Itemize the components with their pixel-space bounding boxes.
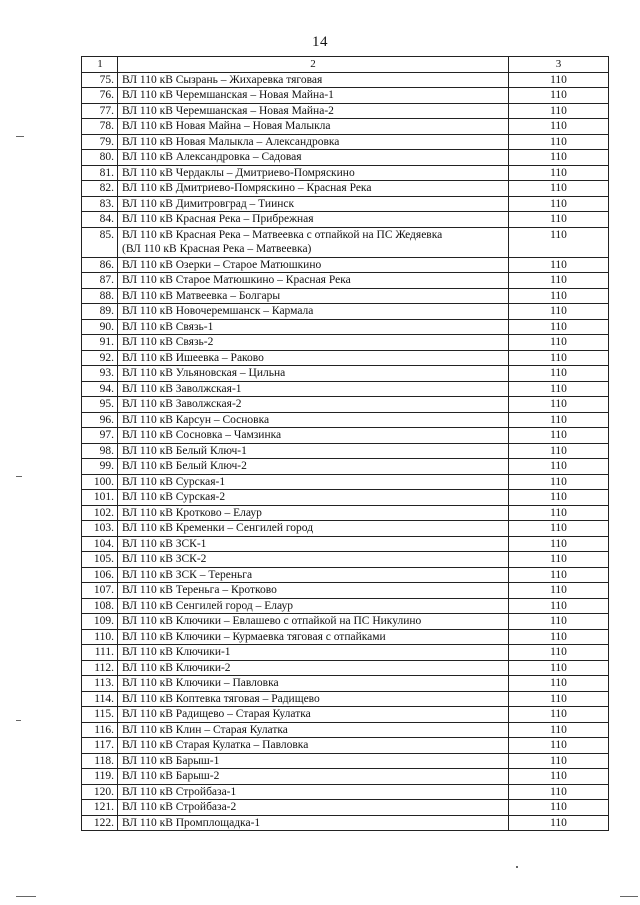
line-name-text: ВЛ 110 кВ Сосновка – Чамзинка	[122, 429, 282, 441]
table-row	[82, 722, 609, 738]
voltage-kv: 110	[509, 304, 609, 320]
line-name-text: ВЛ 110 кВ Кротково – Елаур	[122, 506, 262, 519]
header-col-3: 3	[509, 57, 609, 73]
line-name-text: ВЛ 110 кВ Ключики – Курмаевка тяговая с отпайками	[122, 630, 386, 643]
row-number: 120.	[82, 784, 118, 800]
line-name	[118, 459, 509, 475]
table-row	[82, 676, 609, 692]
voltage-kv: 110	[509, 800, 609, 816]
table-row	[82, 257, 609, 273]
row-number: 99.	[82, 459, 118, 475]
voltage-kv: 110	[509, 660, 609, 676]
line-name-text: ВЛ 110 кВ Коптевка тяговая – Радищево	[122, 692, 320, 705]
line-name-text: ВЛ 110 кВ Стройбаза-1	[122, 785, 237, 798]
voltage-kv: 110	[509, 521, 609, 537]
line-name-text: ВЛ 110 кВ ЗСК – Тереньга	[122, 568, 253, 581]
scan-mark	[16, 476, 22, 477]
line-name	[118, 676, 509, 692]
table-row	[82, 521, 609, 537]
row-number: 90.	[82, 319, 118, 335]
voltage-kv: 110	[509, 583, 609, 599]
scan-mark	[516, 866, 518, 868]
table-row	[82, 335, 609, 351]
row-number: 110.	[82, 629, 118, 645]
line-name-text: ВЛ 110 кВ Черемшанская – Новая Майна-2	[122, 104, 334, 117]
line-name	[118, 691, 509, 707]
line-name	[118, 196, 509, 212]
row-number: 86.	[82, 257, 118, 273]
line-name-text: ВЛ 110 кВ Заволжская-2	[122, 398, 242, 410]
row-number: 98.	[82, 443, 118, 459]
line-name	[118, 614, 509, 630]
line-name	[118, 397, 509, 413]
line-name	[118, 181, 509, 197]
table-row	[82, 103, 609, 119]
table-row	[82, 134, 609, 150]
line-name	[118, 72, 509, 88]
voltage-kv: 110	[509, 412, 609, 428]
line-name	[118, 474, 509, 490]
scan-mark	[620, 896, 638, 897]
voltage-kv: 110	[509, 428, 609, 444]
row-number: 91.	[82, 335, 118, 351]
voltage-kv: 110	[509, 443, 609, 459]
voltage-kv: 110	[509, 119, 609, 135]
voltage-kv: 110	[509, 691, 609, 707]
scan-mark	[16, 136, 24, 137]
voltage-kv: 110	[509, 552, 609, 568]
row-number: 116.	[82, 722, 118, 738]
table-row	[82, 319, 609, 335]
line-name	[118, 227, 509, 257]
voltage-kv: 110	[509, 769, 609, 785]
row-number: 117.	[82, 738, 118, 754]
voltage-kv: 110	[509, 257, 609, 273]
line-name-text: ВЛ 110 кВ Белый Ключ-2	[122, 460, 247, 472]
table-header-row	[82, 57, 609, 73]
table-row	[82, 443, 609, 459]
line-name-text: ВЛ 110 кВ Ульяновская – Цильна	[122, 367, 286, 379]
voltage-kv: 110	[509, 381, 609, 397]
table-row	[82, 691, 609, 707]
line-name-text: ВЛ 110 кВ Ключики-1	[122, 646, 231, 658]
table-row	[82, 645, 609, 661]
voltage-kv: 110	[509, 474, 609, 490]
line-name	[118, 660, 509, 676]
header-col-1: 1	[82, 57, 118, 73]
table-row	[82, 552, 609, 568]
line-name-text: ВЛ 110 кВ Барыш-2	[122, 770, 220, 782]
voltage-kv: 110	[509, 181, 609, 197]
line-name	[118, 800, 509, 816]
line-name-text: ВЛ 110 кВ Сурская-1	[122, 475, 226, 488]
table-row	[82, 227, 609, 257]
row-number: 105.	[82, 552, 118, 568]
voltage-kv: 110	[509, 490, 609, 506]
line-name-text: ВЛ 110 кВ Ключики – Евлашево с отпайкой на ПС Никулино	[122, 615, 422, 627]
line-name	[118, 815, 509, 831]
voltage-kv: 110	[509, 103, 609, 119]
line-name	[118, 119, 509, 135]
line-name	[118, 769, 509, 785]
row-number: 92.	[82, 350, 118, 366]
table-row	[82, 614, 609, 630]
row-number: 97.	[82, 428, 118, 444]
row-number: 114.	[82, 691, 118, 707]
row-number: 83.	[82, 196, 118, 212]
table-row	[82, 119, 609, 135]
line-name	[118, 150, 509, 166]
voltage-kv: 110	[509, 227, 609, 257]
line-name	[118, 753, 509, 769]
line-name-text: ВЛ 110 кВ Сызрань – Жихаревка тяговая	[122, 73, 323, 86]
line-name	[118, 257, 509, 273]
voltage-kv: 110	[509, 273, 609, 289]
line-name-text: ВЛ 110 кВ Связь-1	[122, 320, 214, 333]
line-name	[118, 722, 509, 738]
line-name-text: ВЛ 110 кВ Кременки – Сенгилей город	[122, 522, 314, 534]
line-name-text: ВЛ 110 кВ Озерки – Старое Матюшкино	[122, 258, 322, 271]
row-number: 87.	[82, 273, 118, 289]
voltage-kv: 110	[509, 319, 609, 335]
row-number: 113.	[82, 676, 118, 692]
table-row	[82, 196, 609, 212]
voltage-kv: 110	[509, 676, 609, 692]
row-number: 109.	[82, 614, 118, 630]
scan-mark	[16, 720, 21, 721]
row-number: 102.	[82, 505, 118, 521]
table-row	[82, 784, 609, 800]
table-row	[82, 474, 609, 490]
line-name-text: ВЛ 110 кВ Новочеремшанск – Кармала	[122, 305, 314, 317]
row-number: 101.	[82, 490, 118, 506]
line-name-text: ВЛ 110 кВ Связь-2	[122, 336, 214, 348]
line-name	[118, 428, 509, 444]
row-number: 118.	[82, 753, 118, 769]
table-row	[82, 753, 609, 769]
voltage-kv: 110	[509, 738, 609, 754]
table-row	[82, 412, 609, 428]
row-number: 115.	[82, 707, 118, 723]
line-name	[118, 598, 509, 614]
table-row	[82, 769, 609, 785]
line-name	[118, 273, 509, 289]
voltage-kv: 110	[509, 629, 609, 645]
voltage-kv: 110	[509, 707, 609, 723]
table-row	[82, 505, 609, 521]
line-name-text: ВЛ 110 кВ Старое Матюшкино – Красная Река	[122, 274, 351, 286]
line-name	[118, 738, 509, 754]
voltage-kv: 110	[509, 645, 609, 661]
line-name-text: ВЛ 110 кВ ЗСК-1	[122, 537, 207, 550]
table-row	[82, 815, 609, 831]
row-number: 95.	[82, 397, 118, 413]
row-number: 122.	[82, 815, 118, 831]
line-name	[118, 583, 509, 599]
table-row	[82, 212, 609, 228]
row-number: 107.	[82, 583, 118, 599]
line-name-text: ВЛ 110 кВ Промплощадка-1	[122, 816, 261, 829]
line-name	[118, 552, 509, 568]
line-name	[118, 784, 509, 800]
line-name-text: ВЛ 110 кВ Матвеевка – Болгары	[122, 289, 281, 302]
table-row	[82, 150, 609, 166]
line-name	[118, 134, 509, 150]
table-row	[82, 598, 609, 614]
line-name	[118, 165, 509, 181]
voltage-kv: 110	[509, 505, 609, 521]
table-body	[82, 72, 609, 831]
table-row	[82, 567, 609, 583]
line-name	[118, 366, 509, 382]
table-row	[82, 72, 609, 88]
voltage-kv: 110	[509, 722, 609, 738]
line-name	[118, 103, 509, 119]
table-row	[82, 304, 609, 320]
row-number: 84.	[82, 212, 118, 228]
row-number: 93.	[82, 366, 118, 382]
voltage-kv: 110	[509, 753, 609, 769]
line-name-text: ВЛ 110 кВ Тереньга – Кротково	[122, 584, 277, 596]
voltage-kv: 110	[509, 288, 609, 304]
row-number: 80.	[82, 150, 118, 166]
voltage-kv: 110	[509, 397, 609, 413]
header-col-2: 2	[118, 57, 509, 73]
voltage-kv: 110	[509, 150, 609, 166]
voltage-kv: 110	[509, 614, 609, 630]
line-name	[118, 412, 509, 428]
row-number: 121.	[82, 800, 118, 816]
table-row	[82, 181, 609, 197]
line-name	[118, 629, 509, 645]
row-number: 96.	[82, 412, 118, 428]
line-name	[118, 707, 509, 723]
voltage-kv: 110	[509, 165, 609, 181]
line-name-text: ВЛ 110 кВ Александровка – Садовая	[122, 151, 302, 163]
line-name-text: ВЛ 110 кВ Радищево – Старая Кулатка	[122, 708, 311, 720]
power-lines-table	[81, 56, 609, 831]
row-number: 112.	[82, 660, 118, 676]
row-number: 78.	[82, 119, 118, 135]
row-number: 85.	[82, 227, 118, 257]
voltage-kv: 110	[509, 88, 609, 104]
line-name-text: ВЛ 110 кВ ЗСК-2	[122, 553, 207, 565]
line-name-text: ВЛ 110 кВ Белый Ключ-1	[122, 444, 247, 457]
line-name-text: ВЛ 110 кВ Стройбаза-2	[122, 801, 237, 813]
row-number: 89.	[82, 304, 118, 320]
voltage-kv: 110	[509, 536, 609, 552]
line-name	[118, 288, 509, 304]
line-name-text-continued: (ВЛ 110 кВ Красная Река – Матвеевка)	[122, 243, 312, 255]
voltage-kv: 110	[509, 134, 609, 150]
voltage-kv: 110	[509, 784, 609, 800]
table-row	[82, 288, 609, 304]
line-name-text: ВЛ 110 кВ Дмитриево-Помряскино – Красная Река	[122, 182, 372, 194]
line-name	[118, 567, 509, 583]
table-row	[82, 88, 609, 104]
line-name	[118, 521, 509, 537]
line-name	[118, 350, 509, 366]
table-row	[82, 707, 609, 723]
table-row	[82, 428, 609, 444]
table-row	[82, 536, 609, 552]
row-number: 108.	[82, 598, 118, 614]
line-name	[118, 505, 509, 521]
row-number: 103.	[82, 521, 118, 537]
voltage-kv: 110	[509, 567, 609, 583]
row-number: 104.	[82, 536, 118, 552]
voltage-kv: 110	[509, 815, 609, 831]
line-name-text: ВЛ 110 кВ Красная Река – Матвеевка с отпайкой на ПС Жедяевка	[122, 228, 443, 241]
table-row	[82, 366, 609, 382]
voltage-kv: 110	[509, 196, 609, 212]
row-number: 111.	[82, 645, 118, 661]
voltage-kv: 110	[509, 72, 609, 88]
line-name-text: ВЛ 110 кВ Новая Майна – Новая Малыкла	[122, 120, 331, 132]
line-name-text: ВЛ 110 кВ Димитровград – Тиинск	[122, 197, 295, 210]
table-row	[82, 350, 609, 366]
line-name-text: ВЛ 110 кВ Красная Река – Прибрежная	[122, 213, 314, 225]
line-name	[118, 645, 509, 661]
table-row	[82, 490, 609, 506]
table-row	[82, 459, 609, 475]
line-name-text: ВЛ 110 кВ Новая Малыкла – Александровка	[122, 135, 340, 148]
table-row	[82, 397, 609, 413]
voltage-kv: 110	[509, 212, 609, 228]
line-name	[118, 536, 509, 552]
line-name-text: ВЛ 110 кВ Барыш-1	[122, 754, 220, 767]
row-number: 106.	[82, 567, 118, 583]
line-name-text: ВЛ 110 кВ Сенгилей город – Елаур	[122, 599, 294, 612]
line-name	[118, 304, 509, 320]
row-number: 79.	[82, 134, 118, 150]
row-number: 119.	[82, 769, 118, 785]
line-name	[118, 381, 509, 397]
line-name-text: ВЛ 110 кВ Клин – Старая Кулатка	[122, 723, 288, 736]
table-row	[82, 583, 609, 599]
line-name-text: ВЛ 110 кВ Черемшанская – Новая Майна-1	[122, 89, 334, 101]
line-name	[118, 443, 509, 459]
line-name	[118, 319, 509, 335]
table-row	[82, 165, 609, 181]
line-name-text: ВЛ 110 кВ Ключики-2	[122, 661, 231, 674]
table-row	[82, 800, 609, 816]
page-number: 14	[312, 34, 328, 50]
row-number: 100.	[82, 474, 118, 490]
row-number: 88.	[82, 288, 118, 304]
line-name-text: ВЛ 110 кВ Заволжская-1	[122, 382, 242, 395]
voltage-kv: 110	[509, 459, 609, 475]
table-row	[82, 738, 609, 754]
row-number: 81.	[82, 165, 118, 181]
table-row	[82, 629, 609, 645]
row-number: 82.	[82, 181, 118, 197]
row-number: 94.	[82, 381, 118, 397]
line-name	[118, 88, 509, 104]
table-row	[82, 660, 609, 676]
table-row	[82, 273, 609, 289]
line-name	[118, 212, 509, 228]
line-name	[118, 335, 509, 351]
line-name-text: ВЛ 110 кВ Карсун – Сосновка	[122, 413, 270, 426]
line-name-text: ВЛ 110 кВ Ишеевка – Раково	[122, 351, 264, 364]
table-row	[82, 381, 609, 397]
voltage-kv: 110	[509, 350, 609, 366]
line-name-text: ВЛ 110 кВ Чердаклы – Дмитриево-Помряскино	[122, 166, 355, 179]
voltage-kv: 110	[509, 366, 609, 382]
row-number: 77.	[82, 103, 118, 119]
row-number: 75.	[82, 72, 118, 88]
line-name-text: ВЛ 110 кВ Старая Кулатка – Павловка	[122, 739, 309, 751]
line-name	[118, 490, 509, 506]
voltage-kv: 110	[509, 598, 609, 614]
voltage-kv: 110	[509, 335, 609, 351]
row-number: 76.	[82, 88, 118, 104]
line-name-text: ВЛ 110 кВ Сурская-2	[122, 491, 226, 503]
scan-mark	[16, 896, 36, 897]
line-name-text: ВЛ 110 кВ Ключики – Павловка	[122, 677, 279, 689]
